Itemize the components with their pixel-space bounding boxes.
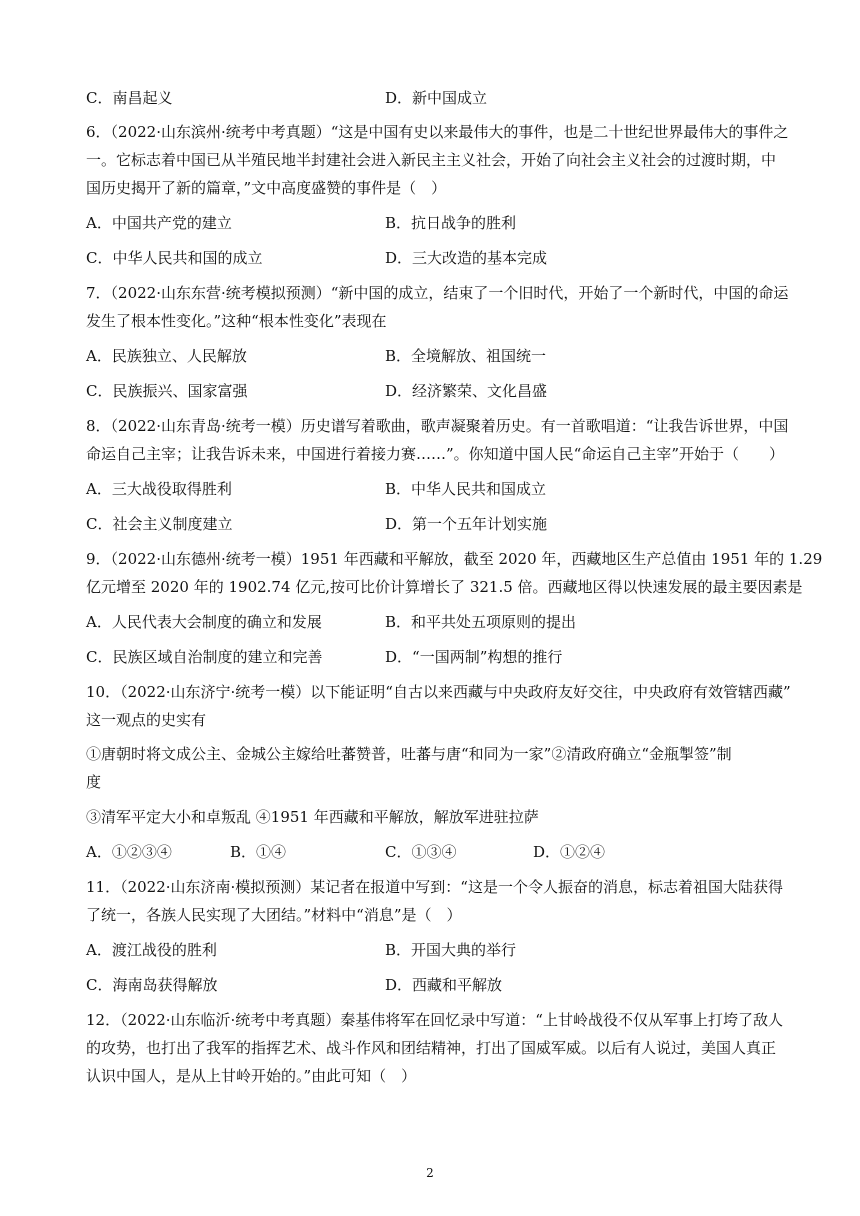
answer-option: D．三大改造的基本完成 xyxy=(385,249,548,267)
answer-option: A．①②③④ xyxy=(86,843,172,861)
answer-option: C．海南岛获得解放 xyxy=(86,976,218,994)
answer-option: D．西藏和平解放 xyxy=(385,976,503,994)
question-text-line: 8．（2022·山东青岛·统考一模）历史谱写着歌曲，歌声凝聚着历史。有一首歌唱道：“让我告诉世界，中国 xyxy=(86,417,789,435)
answer-option: C．民族振兴、国家富强 xyxy=(86,382,248,400)
question-text-line: 度 xyxy=(86,773,102,791)
question-text-line: ①唐朝时将文成公主、金城公主嫁给吐蕃赞普，吐蕃与唐“和同为一家”②清政府确立“金瓶掣签”制 xyxy=(86,745,732,763)
page-number: 2 xyxy=(426,1166,434,1180)
answer-option: D．“一国两制”构想的推行 xyxy=(385,648,563,666)
question-text-line: 认识中国人，是从上甘岭开始的。”由此可知（ ） xyxy=(86,1067,417,1085)
question-text-line: 12．（2022·山东临沂·统考中考真题）秦基伟将军在回忆录中写道：“上甘岭战役不仅从军事上打垮了敌人 xyxy=(86,1011,783,1029)
answer-option: A．渡江战役的胜利 xyxy=(86,941,217,959)
answer-option: C．①③④ xyxy=(385,843,457,861)
question-text-line: ③清军平定大小和卓叛乱 ④1951 年西藏和平解放，解放军进驻拉萨 xyxy=(86,808,539,826)
answer-option: A．三大战役取得胜利 xyxy=(86,480,232,498)
answer-option: D．新中国成立 xyxy=(385,89,488,107)
answer-option: A．中国共产党的建立 xyxy=(86,214,232,232)
question-text-line: 7．（2022·山东东营·统考模拟预测）“新中国的成立，结束了一个旧时代，开始了一个新时代，中国的命运 xyxy=(86,284,789,302)
answer-option: C．中华人民共和国的成立 xyxy=(86,249,263,267)
answer-option: A．人民代表大会制度的确立和发展 xyxy=(86,613,322,631)
answer-option: B．①④ xyxy=(230,843,287,861)
answer-option: D．第一个五年计划实施 xyxy=(385,515,548,533)
question-text-line: 亿元增至 2020 年的 1902.74 亿元,按可比价计算增长了 321.5 倍。西藏地区得以快速发展的最主要因素是 xyxy=(86,578,803,596)
answer-option: D．经济繁荣、文化昌盛 xyxy=(385,382,548,400)
question-text-line: 的攻势，也打出了我军的指挥艺术、战斗作风和团结精神，打出了国威军威。以后有人说过，美国人真正 xyxy=(86,1039,777,1057)
question-text-line: 一。它标志着中国已从半殖民地半封建社会进入新民主主义社会，开始了向社会主义社会的过渡时期，中 xyxy=(86,151,777,169)
answer-option: B．开国大典的举行 xyxy=(385,941,517,959)
answer-option: C．民族区域自治制度的建立和完善 xyxy=(86,648,323,666)
answer-option: C．南昌起义 xyxy=(86,89,173,107)
answer-option: B．中华人民共和国成立 xyxy=(385,480,547,498)
question-text-line: 命运自己主宰；让我告诉未来，中国进行着接力赛……”。你知道中国人民“命运自己主宰”开始于（ ） xyxy=(86,445,785,463)
question-text-line: 11．（2022·山东济南·模拟预测）某记者在报道中写到：“这是一个令人振奋的消息，标志着祖国大陆获得 xyxy=(86,878,783,896)
answer-option: B．和平共处五项原则的提出 xyxy=(385,613,577,631)
question-text-line: 这一观点的史实有 xyxy=(86,711,207,729)
question-text-line: 国历史揭开了新的篇章，”文中高度盛赞的事件是（ ） xyxy=(86,179,447,197)
answer-option: D．①②④ xyxy=(533,843,606,861)
answer-option: B．全境解放、祖国统一 xyxy=(385,347,547,365)
question-text-line: 了统一，各族人民实现了大团结。”材料中“消息”是（ ） xyxy=(86,906,462,924)
answer-option: A．民族独立、人民解放 xyxy=(86,347,247,365)
answer-option: B．抗日战争的胜利 xyxy=(385,214,517,232)
question-text-line: 6．（2022·山东滨州·统考中考真题）“这是中国有史以来最伟大的事件，也是二十世纪世界最伟大的事件之 xyxy=(86,123,789,141)
answer-option: C．社会主义制度建立 xyxy=(86,515,233,533)
question-text-line: 9．（2022·山东德州·统考一模）1951 年西藏和平解放，截至 2020 年，西藏地区生产总值由 1951 年的 1.29 xyxy=(86,550,823,568)
question-text-line: 10．（2022·山东济宁·统考一模）以下能证明“自古以来西藏与中央政府友好交往，中央政府有效管辖西藏” xyxy=(86,683,791,701)
question-text-line: 发生了根本性变化。”这种“根本性变化”表现在 xyxy=(86,312,387,330)
